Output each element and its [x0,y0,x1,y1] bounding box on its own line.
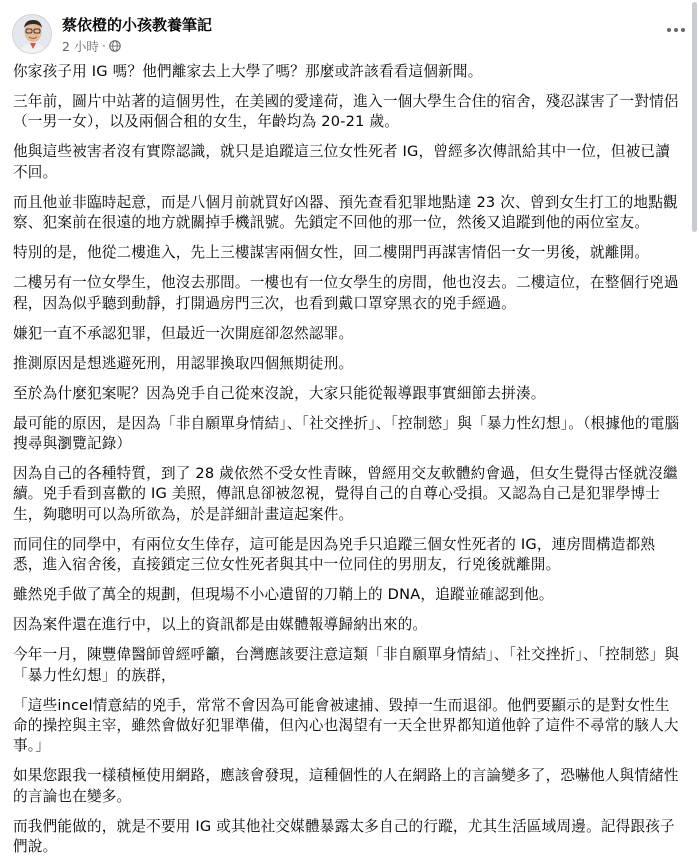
post-paragraph: 如果您跟我一樣積極使用網路，應該會發現，這種個性的人在網路上的言論變多了，恐嚇他人與情緒性的言論也在變多。 [13,767,679,805]
post-paragraph: 至於為什麼犯案呢？因為兇手自己從來沒說，大家只能從報導跟事實細節去拼湊。 [13,384,546,402]
post-header [12,10,692,54]
post-paragraph: 雖然兇手做了萬全的規劃，但現場不小心遺留的刀鞘上的 DNA，追蹤並確認到他。 [13,586,554,604]
avatar[interactable] [12,14,52,54]
post-paragraph: 他與這些被害者沒有實際認識，就只是追蹤這三位女性死者 IG，曾經多次傳訊給其中一位，但被已讀不回。 [13,143,670,181]
post-paragraph: 而我們能做的，就是不要用 IG 或其他社交媒體暴露太多自己的行蹤，尤其生活區域周邊。記得跟孩子們說。 [13,817,675,856]
avatar-photo [13,15,52,54]
post-paragraph: 你家孩子用 IG 嗎？他們離家去上大學了嗎？那麼或許該看看這個新聞。 [13,63,483,80]
post-timestamp[interactable]: 2 小時 [62,39,99,54]
post-paragraph: 因為案件還在進行中，以上的資訊都是由媒體報導歸納出來的。 [13,616,428,634]
author-name[interactable]: 蔡依橙的小孩教養筆記 [62,16,213,34]
post-paragraph: 而同住的同學中，有兩位女生倖存，這可能是因為兇手只追蹤三個女性死者的 IG，連房間構造都熟悉，進入宿舍後，直接鎖定三位女性死者與其中一位同住的男朋友，行兇後就離開。 [13,535,656,574]
post-paragraph: 特別的是，他從二樓進入，先上三樓謀害兩個女性，回二樓開門再謀害情侶一女一男後，就離開。 [13,244,650,262]
post-paragraph: 三年前，圖片中站著的這個男性，在美國的愛達荷，進入一個大學生合住的宿舍，殘忍謀害了一對情侶（一男一女），以及兩個合租的女生，年齡均為 20-21 歲。 [13,93,679,131]
post-paragraph: 嫌犯一直不承認犯罪，但最近一次開庭卻忽然認罪。 [13,324,354,342]
post-paragraph: 因為自己的各種特質，到了 28 歲依然不受女性青睞，曾經用交友軟體約會過，但女生覺得古怪就沒繼續。兇手看到喜歡的 IG 美照，傳訊息卻被忽視，覺得自己的自尊心受損。又認為自己是犯罪學博士生，夠聰明可以為所欲為，於是詳細計畫這起案件。 [13,465,678,523]
post-body [13,62,683,867]
post-meta [62,37,121,55]
more-options-button[interactable] [664,18,688,42]
scrollbar[interactable] [692,2,697,232]
post-paragraph: 今年一月，陳豐偉醫師曾經呼籲，台灣應該要注意這類「非自願單身情結」、「社交挫折」、「控制慾」與「暴力性幻想」的族群， [13,646,680,684]
globe-icon[interactable] [109,40,121,52]
post-paragraph: 而且他並非臨時起意，而是八個月前就買好凶器、預先查看犯罪地點達 23 次、曾到女生打工的地點觀察、犯案前在很遠的地方就關掉手機訊號。先鎖定不回他的那一位，然後又追蹤到他的兩位室友。 [13,193,678,232]
post-paragraph: 「這些incel情意結的兇手，常常不會因為可能會被逮捕、毀掉一生而退卻。他們要顯示的是對女性生命的操控與主宰，雖然會做好犯罪準備，但內心也渴望有一天全世界都知道他幹了這件不尋常的駭人大事。」 [13,696,679,755]
post-paragraph: 推測原因是想逃避死刑，用認罪換取四個無期徒刑。 [13,354,354,372]
more-options-icon [666,27,686,33]
post-paragraph: 二樓另有一位女學生，他沒去那間。一樓也有一位女學生的房間，他也沒去。二樓這位，在整個行兇過程，因為似乎聽到動靜，打開過房門三次，也看到戴口罩穿黑衣的兇手經過。 [13,274,679,312]
post-paragraph: 最可能的原因，是因為「非自願單身情結」、「社交挫折」、「控制慾」與「暴力性幻想」。（根據他的電腦搜尋與瀏覽記錄） [13,414,680,453]
meta-separator: · [101,39,106,53]
